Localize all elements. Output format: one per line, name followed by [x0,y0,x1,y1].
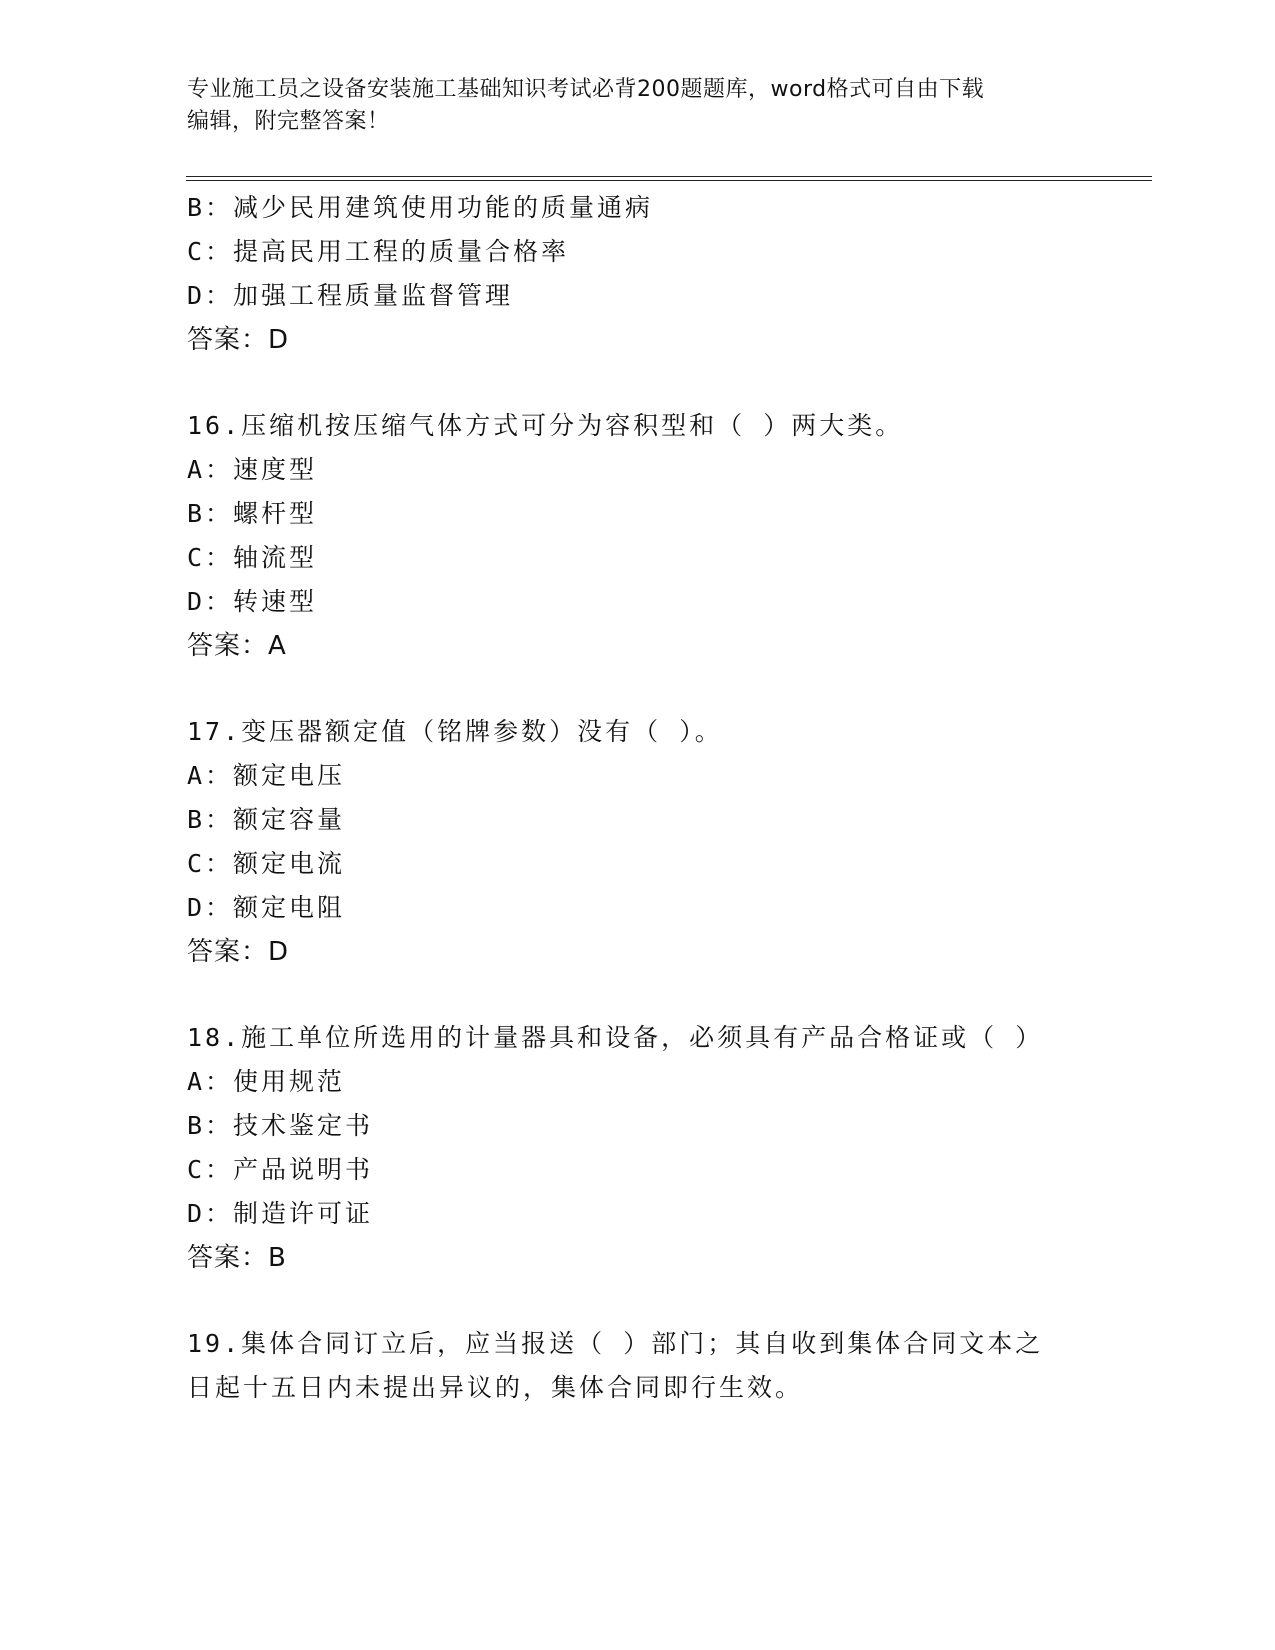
q18-option-b: B：技术鉴定书 [187,1111,374,1140]
header-title-line-1: 专业施工员之设备安装施工基础知识考试必背200题题库，word格式可自由下载 [187,77,985,102]
q16-option-b: B：螺杆型 [187,499,318,528]
q15-option-b: B：减少民用建筑使用功能的质量通病 [187,193,654,222]
q17-answer: 答案：D [187,937,290,967]
q15-answer: 答案：D [187,325,290,355]
q15-option-d: D：加强工程质量监督管理 [187,281,514,310]
q17-option-b: B：额定容量 [187,805,346,834]
q18-option-d: D：制造许可证 [187,1199,374,1228]
q15-option-c: C：提高民用工程的质量合格率 [187,237,570,266]
document-header [187,74,1067,138]
q16-option-a: A：速度型 [187,455,318,484]
q19-question-line-2: 日起十五日内未提出异议的，集体合同即行生效。 [187,1373,804,1402]
q18-option-a: A：使用规范 [187,1067,346,1096]
q16-option-d: D：转速型 [187,587,318,616]
header-divider [186,176,1152,181]
q17-option-a: A：额定电压 [187,761,346,790]
q18-question: 18.施工单位所选用的计量器具和设备，必须具有产品合格证或（ ） [187,1023,1044,1052]
q16-option-c: C：轴流型 [187,543,318,572]
q18-option-c: C：产品说明书 [187,1155,374,1184]
q18-answer: 答案：B [187,1243,287,1273]
q17-option-c: C：额定电流 [187,849,346,878]
q19-question-line-1: 19.集体合同订立后，应当报送（ ）部门；其自收到集体合同文本之 [187,1329,1044,1358]
header-title-line-2: 编辑，附完整答案！ [187,109,390,134]
q16-answer: 答案：A [187,631,287,661]
q16-question: 16.压缩机按压缩气体方式可分为容积型和（ ）两大类。 [187,411,904,440]
q17-option-d: D：额定电阻 [187,893,346,922]
q17-question: 17.变压器额定值（铭牌参数）没有（ ）。 [187,717,723,746]
